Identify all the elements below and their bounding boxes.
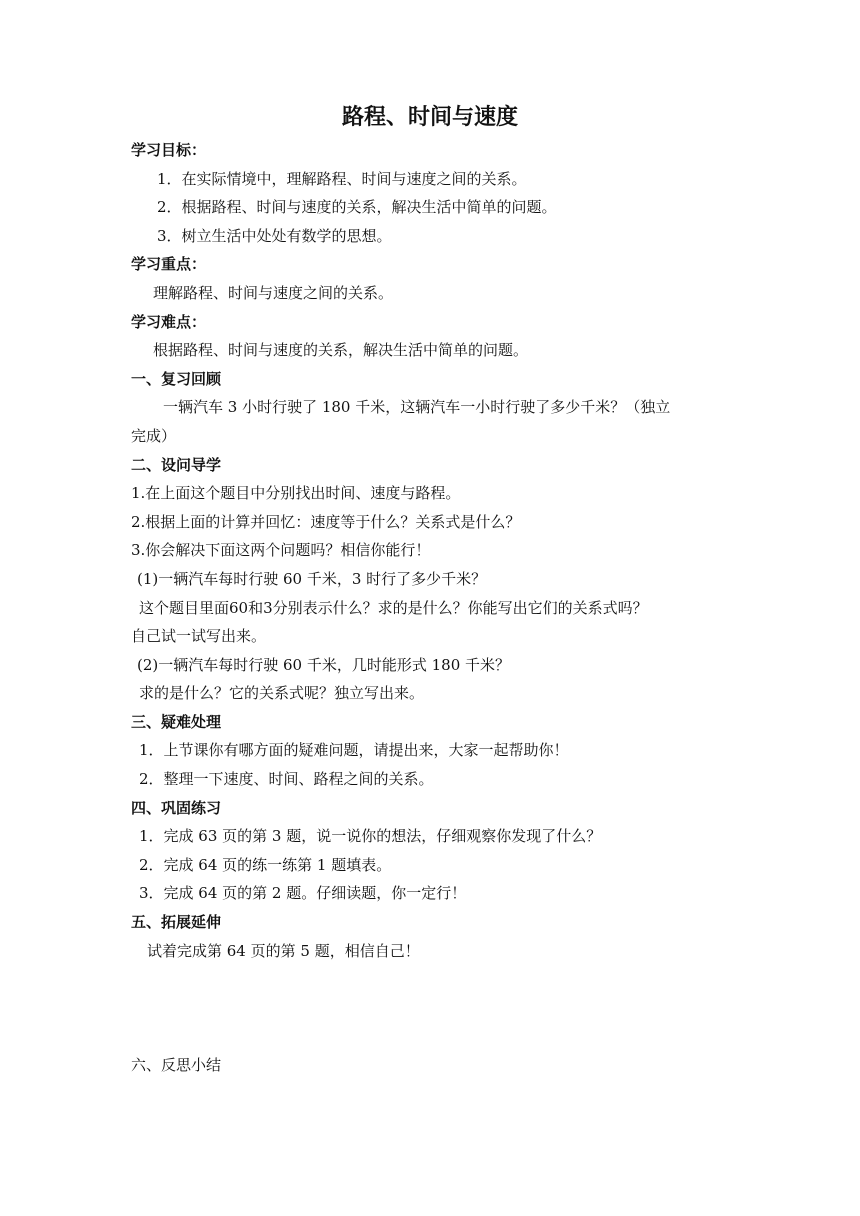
- objective-item: 2．根据路程、时间与速度的关系，解决生活中简单的问题。: [157, 198, 557, 217]
- guided-subproblem-question: 这个题目里面60和3分别表示什么？求的是什么？你能写出它们的关系式吗？: [139, 598, 648, 617]
- guided-item: 3.你会解决下面这两个问题吗？相信你能行！: [131, 541, 431, 560]
- practice-item: 2．完成 64 页的练一练第 1 题填表。: [139, 855, 392, 874]
- section-heading-guided-learning: 二、设问导学: [131, 455, 222, 474]
- guided-subproblem: (1)一辆汽车每时行驶 60 千米，3 时行了多少千米？: [137, 569, 487, 588]
- section-heading-extension: 五、拓展延伸: [131, 913, 222, 932]
- guided-item: 2.根据上面的计算并回忆：速度等于什么？关系式是什么？: [131, 512, 521, 531]
- objective-item: 3．树立生活中处处有数学的思想。: [157, 226, 392, 245]
- difficulty-text: 根据路程、时间与速度的关系，解决生活中简单的问题。: [153, 341, 529, 360]
- section-heading-reflection: 六、反思小结: [131, 1056, 222, 1075]
- guided-subproblem-question: 求的是什么？它的关系式呢？独立写出来。: [139, 684, 425, 703]
- guided-subproblem-question-continued: 自己试一试写出来。: [131, 627, 267, 646]
- document-title: 路程、时间与速度: [341, 105, 518, 130]
- problem-solving-item: 1．上节课你有哪方面的疑难问题，请提出来，大家一起帮助你！: [139, 741, 569, 760]
- review-question: 一辆汽车 3 小时行驶了 180 千米，这辆汽车一小时行驶了多少千米？（独立: [163, 398, 671, 417]
- blank-space: [131, 965, 731, 1051]
- section-heading-practice: 四、巩固练习: [131, 798, 222, 817]
- section-heading-difficulties: 学习难点：: [131, 312, 207, 331]
- guided-subproblem: (2)一辆汽车每时行驶 60 千米，几时能形式 180 千米？: [137, 655, 511, 674]
- review-question-continued: 完成）: [131, 426, 177, 445]
- document-body: [131, 136, 731, 1080]
- section-heading-problem-solving: 三、疑难处理: [131, 712, 222, 731]
- objective-item: 1．在实际情境中，理解路程、时间与速度之间的关系。: [157, 169, 527, 188]
- practice-item: 1．完成 63 页的第 3 题，说一说你的想法，仔细观察你发现了什么？: [139, 827, 602, 846]
- extension-item: 试着完成第 64 页的第 5 题，相信自己！: [147, 941, 420, 960]
- section-heading-key-points: 学习重点：: [131, 255, 207, 274]
- guided-item: 1.在上面这个题目中分别找出时间、速度与路程。: [131, 484, 461, 503]
- section-heading-review: 一、复习回顾: [131, 369, 222, 388]
- practice-item: 3．完成 64 页的第 2 题。仔细读题，你一定行！: [139, 884, 467, 903]
- key-point-text: 理解路程、时间与速度之间的关系。: [153, 283, 394, 302]
- section-heading-objectives: 学习目标：: [131, 141, 207, 159]
- problem-solving-item: 2．整理一下速度、时间、路程之间的关系。: [139, 770, 434, 789]
